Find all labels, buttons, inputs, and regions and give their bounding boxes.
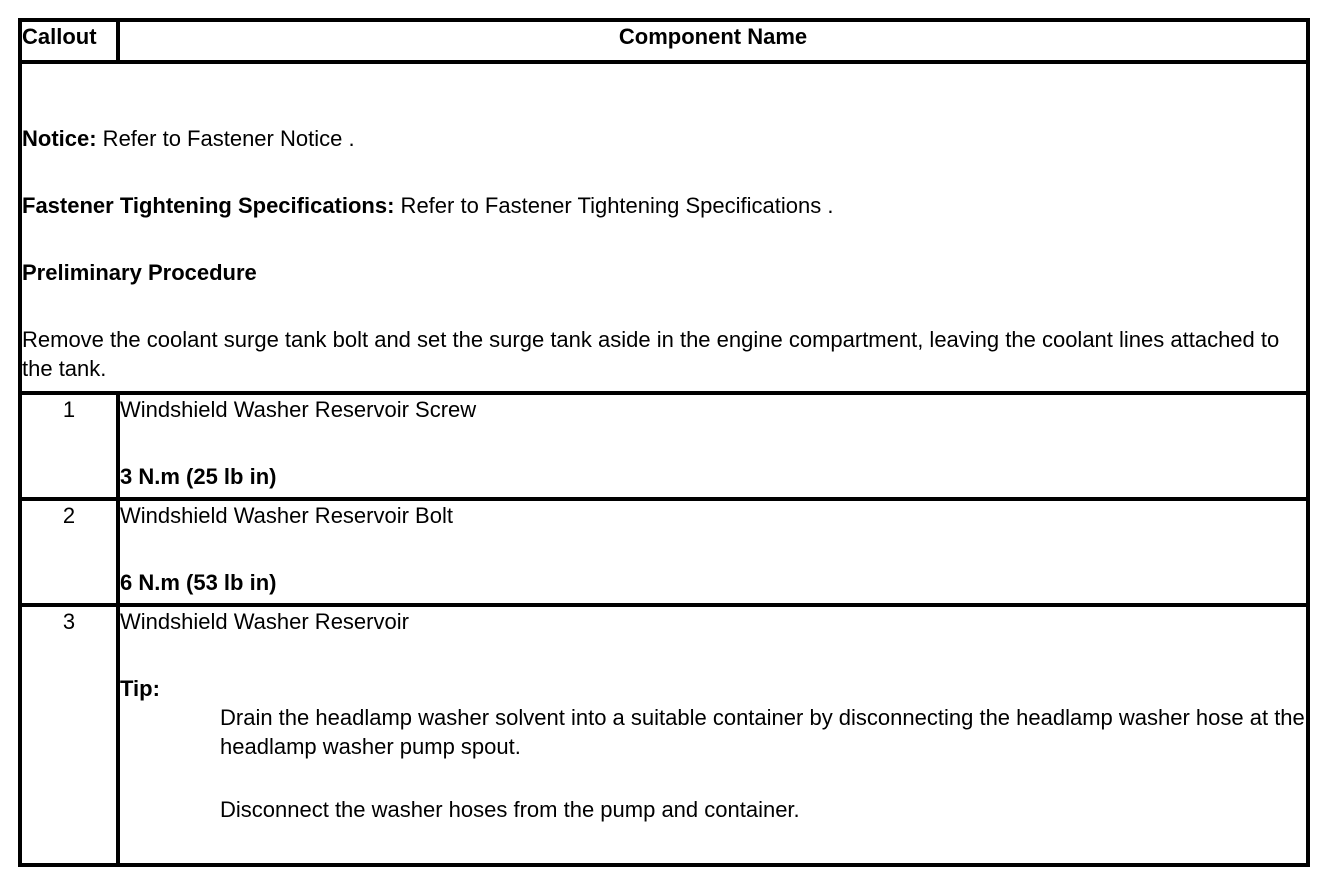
- component-name-column-header: Component Name: [118, 20, 1308, 62]
- callout-column-header: Callout: [20, 20, 118, 62]
- table-row: [20, 393, 1308, 499]
- table-header-row: [20, 20, 1308, 62]
- preliminary-text: Remove the coolant surge tank bolt and set the surge tank aside in the engine compartment, leaving the coolant lines attached to the tank.: [22, 327, 1280, 381]
- intro-cell: [20, 62, 1308, 393]
- torque-spec: 6 N.m (53 lb in): [120, 570, 277, 595]
- notice-text: Refer to Fastener Notice .: [96, 126, 355, 151]
- preliminary-heading: Preliminary Procedure: [22, 260, 257, 285]
- tip-step: Drain the headlamp washer solvent into a suitable container by disconnecting the headlamp washer hose at the headlamp washer pump spout.: [220, 705, 1305, 759]
- notice-paragraph: [22, 124, 1306, 153]
- component-cell: [118, 605, 1308, 865]
- spec-label: Fastener Tightening Specifications:: [22, 193, 395, 218]
- table-row: [20, 499, 1308, 605]
- intro-row: [20, 62, 1308, 393]
- component-cell: [118, 499, 1308, 605]
- callout-number: 3: [20, 605, 118, 865]
- tip-step: Disconnect the washer hoses from the pump and container.: [220, 797, 800, 822]
- component-name: Windshield Washer Reservoir: [120, 609, 409, 634]
- notice-label: Notice:: [22, 126, 97, 151]
- component-name: Windshield Washer Reservoir Bolt: [120, 503, 453, 528]
- component-table: [18, 18, 1310, 867]
- callout-number: 1: [20, 393, 118, 499]
- table-row: [20, 605, 1308, 865]
- torque-spec: 3 N.m (25 lb in): [120, 464, 277, 489]
- tip-label: Tip:: [120, 676, 160, 701]
- component-cell: [118, 393, 1308, 499]
- callout-number: 2: [20, 499, 118, 605]
- component-name: Windshield Washer Reservoir Screw: [120, 397, 477, 422]
- spec-paragraph: [22, 191, 1306, 220]
- spec-text: Refer to Fastener Tightening Specifications .: [394, 193, 834, 218]
